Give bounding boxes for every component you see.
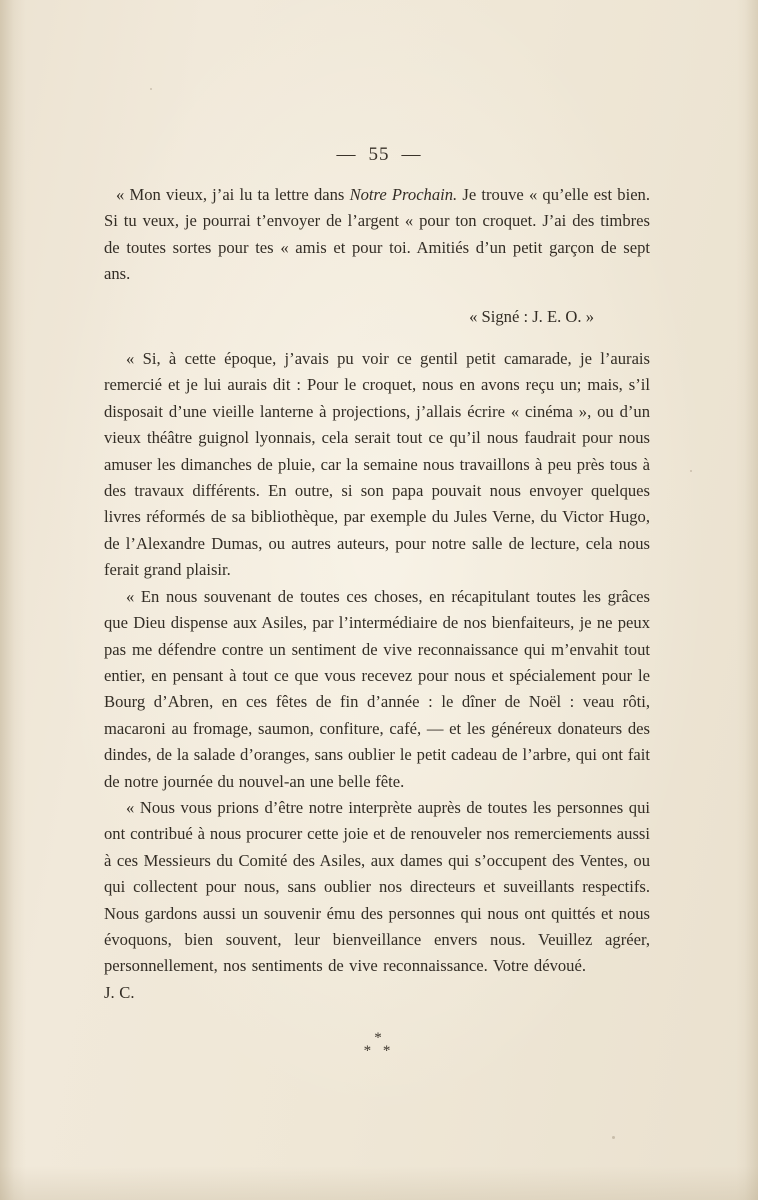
page-left-shadow bbox=[0, 0, 26, 1200]
publication-title: Notre Prochain. bbox=[349, 185, 458, 204]
paragraph-second: « Si, à cette époque, j’avais pu voir ce gentil petit camarade, je l’aurais remercié et je lui aurais dit : Pour le croquet, nous en avons reçu un; mais, s’il disposait d’une vieille lanterne à projections, j’allais écrire « cinéma », ou d’un vieux théâtre guignol lyonnais, cela serait tout ce qu’il nous faudrait pour nous amuser les dimanches de pluie, car la semaine nous travaillons à peu près tous à des travaux différents. En outre, si son papa pouvait nous envoyer quelques livres réformés de sa bibliothèque, par exemple du Jules Verne, du Victor Hugo, de l’Alexandre Dumas, ou autres auteurs, pour notre salle de lecture, cela nous ferait grand plaisir. bbox=[104, 349, 650, 580]
paragraph-quoted-letter bbox=[104, 182, 650, 288]
page-right-shadow bbox=[736, 0, 758, 1200]
paper-speck bbox=[150, 88, 152, 90]
signature-second: J. C. bbox=[104, 982, 135, 1002]
paragraph-fourth-text: « Nous vous prions d’être notre interprète auprès de toutes les personnes qui ont contribué à nous procurer cette joie et de renouveler nos remerciements aussi à ces Messieurs du Comité des Asiles, aux dames qui s’occupent des Ventes, ou qui collectent pour nous, sans oublier nos directeurs et suveillants respectifs. Nous gardons aussi un souvenir ému des personnes qui nous ont quittés et nous évoquons, bien souvent, leur bienveillance envers nous. Veuillez agréer, personnellement, nos sentiments de vive reconnaissance. Votre dévoué. bbox=[104, 797, 650, 976]
paragraph-text-part-1: « Mon vieux, j’ai lu ta lettre dans bbox=[116, 185, 350, 204]
signature-first: « Signé : J. E. O. » bbox=[469, 306, 594, 326]
folio-dash-right: — bbox=[401, 144, 422, 165]
paragraph-text-part-2: Je trouve « qu’elle est bien. Si tu veux, je pourrai t’envoyer de l’argent « pour ton croquet. J’ai des timbres de toutes sortes pour tes « amis et pour toi. Amitiés d’un petit garçon de sept ans. bbox=[104, 185, 650, 284]
paragraph-third: « En nous souvenant de toutes ces choses, en récapitulant toutes les grâces que Dieu dispense aux Asiles, par l’intermédiaire de nos bienfaiteurs, je ne peux pas me défendre contre un sentiment de vive reconnaissance qui m’envahit tout entier, en pensant à tout ce que vous recevez pour nous et spécialement pour le Bourg d’Abren, en ces fêtes de fin d’année : le dîner de Noël : veau rôti, macaroni au fromage, saumon, confiture, café, — et les généreux donateurs des dindes, de la salade d’oranges, sans oublier le petit cadeau de l’arbre, qui ont fait de notre journée du nouvel-an une belle fête. bbox=[104, 586, 650, 791]
body-text bbox=[104, 182, 650, 1006]
asterism-bottom-stars: * * bbox=[363, 1043, 395, 1059]
paper-speck bbox=[612, 1136, 615, 1139]
page-bottom-shadow bbox=[0, 1166, 758, 1200]
folio-dash-left: — bbox=[336, 144, 357, 165]
page-number-line bbox=[0, 144, 758, 166]
paragraph-fourth bbox=[104, 795, 650, 1006]
asterism-top-star: * bbox=[374, 1030, 386, 1046]
asterism-ornament bbox=[0, 1032, 758, 1058]
paper-speck bbox=[690, 470, 692, 472]
page-number: 55 bbox=[368, 144, 390, 165]
